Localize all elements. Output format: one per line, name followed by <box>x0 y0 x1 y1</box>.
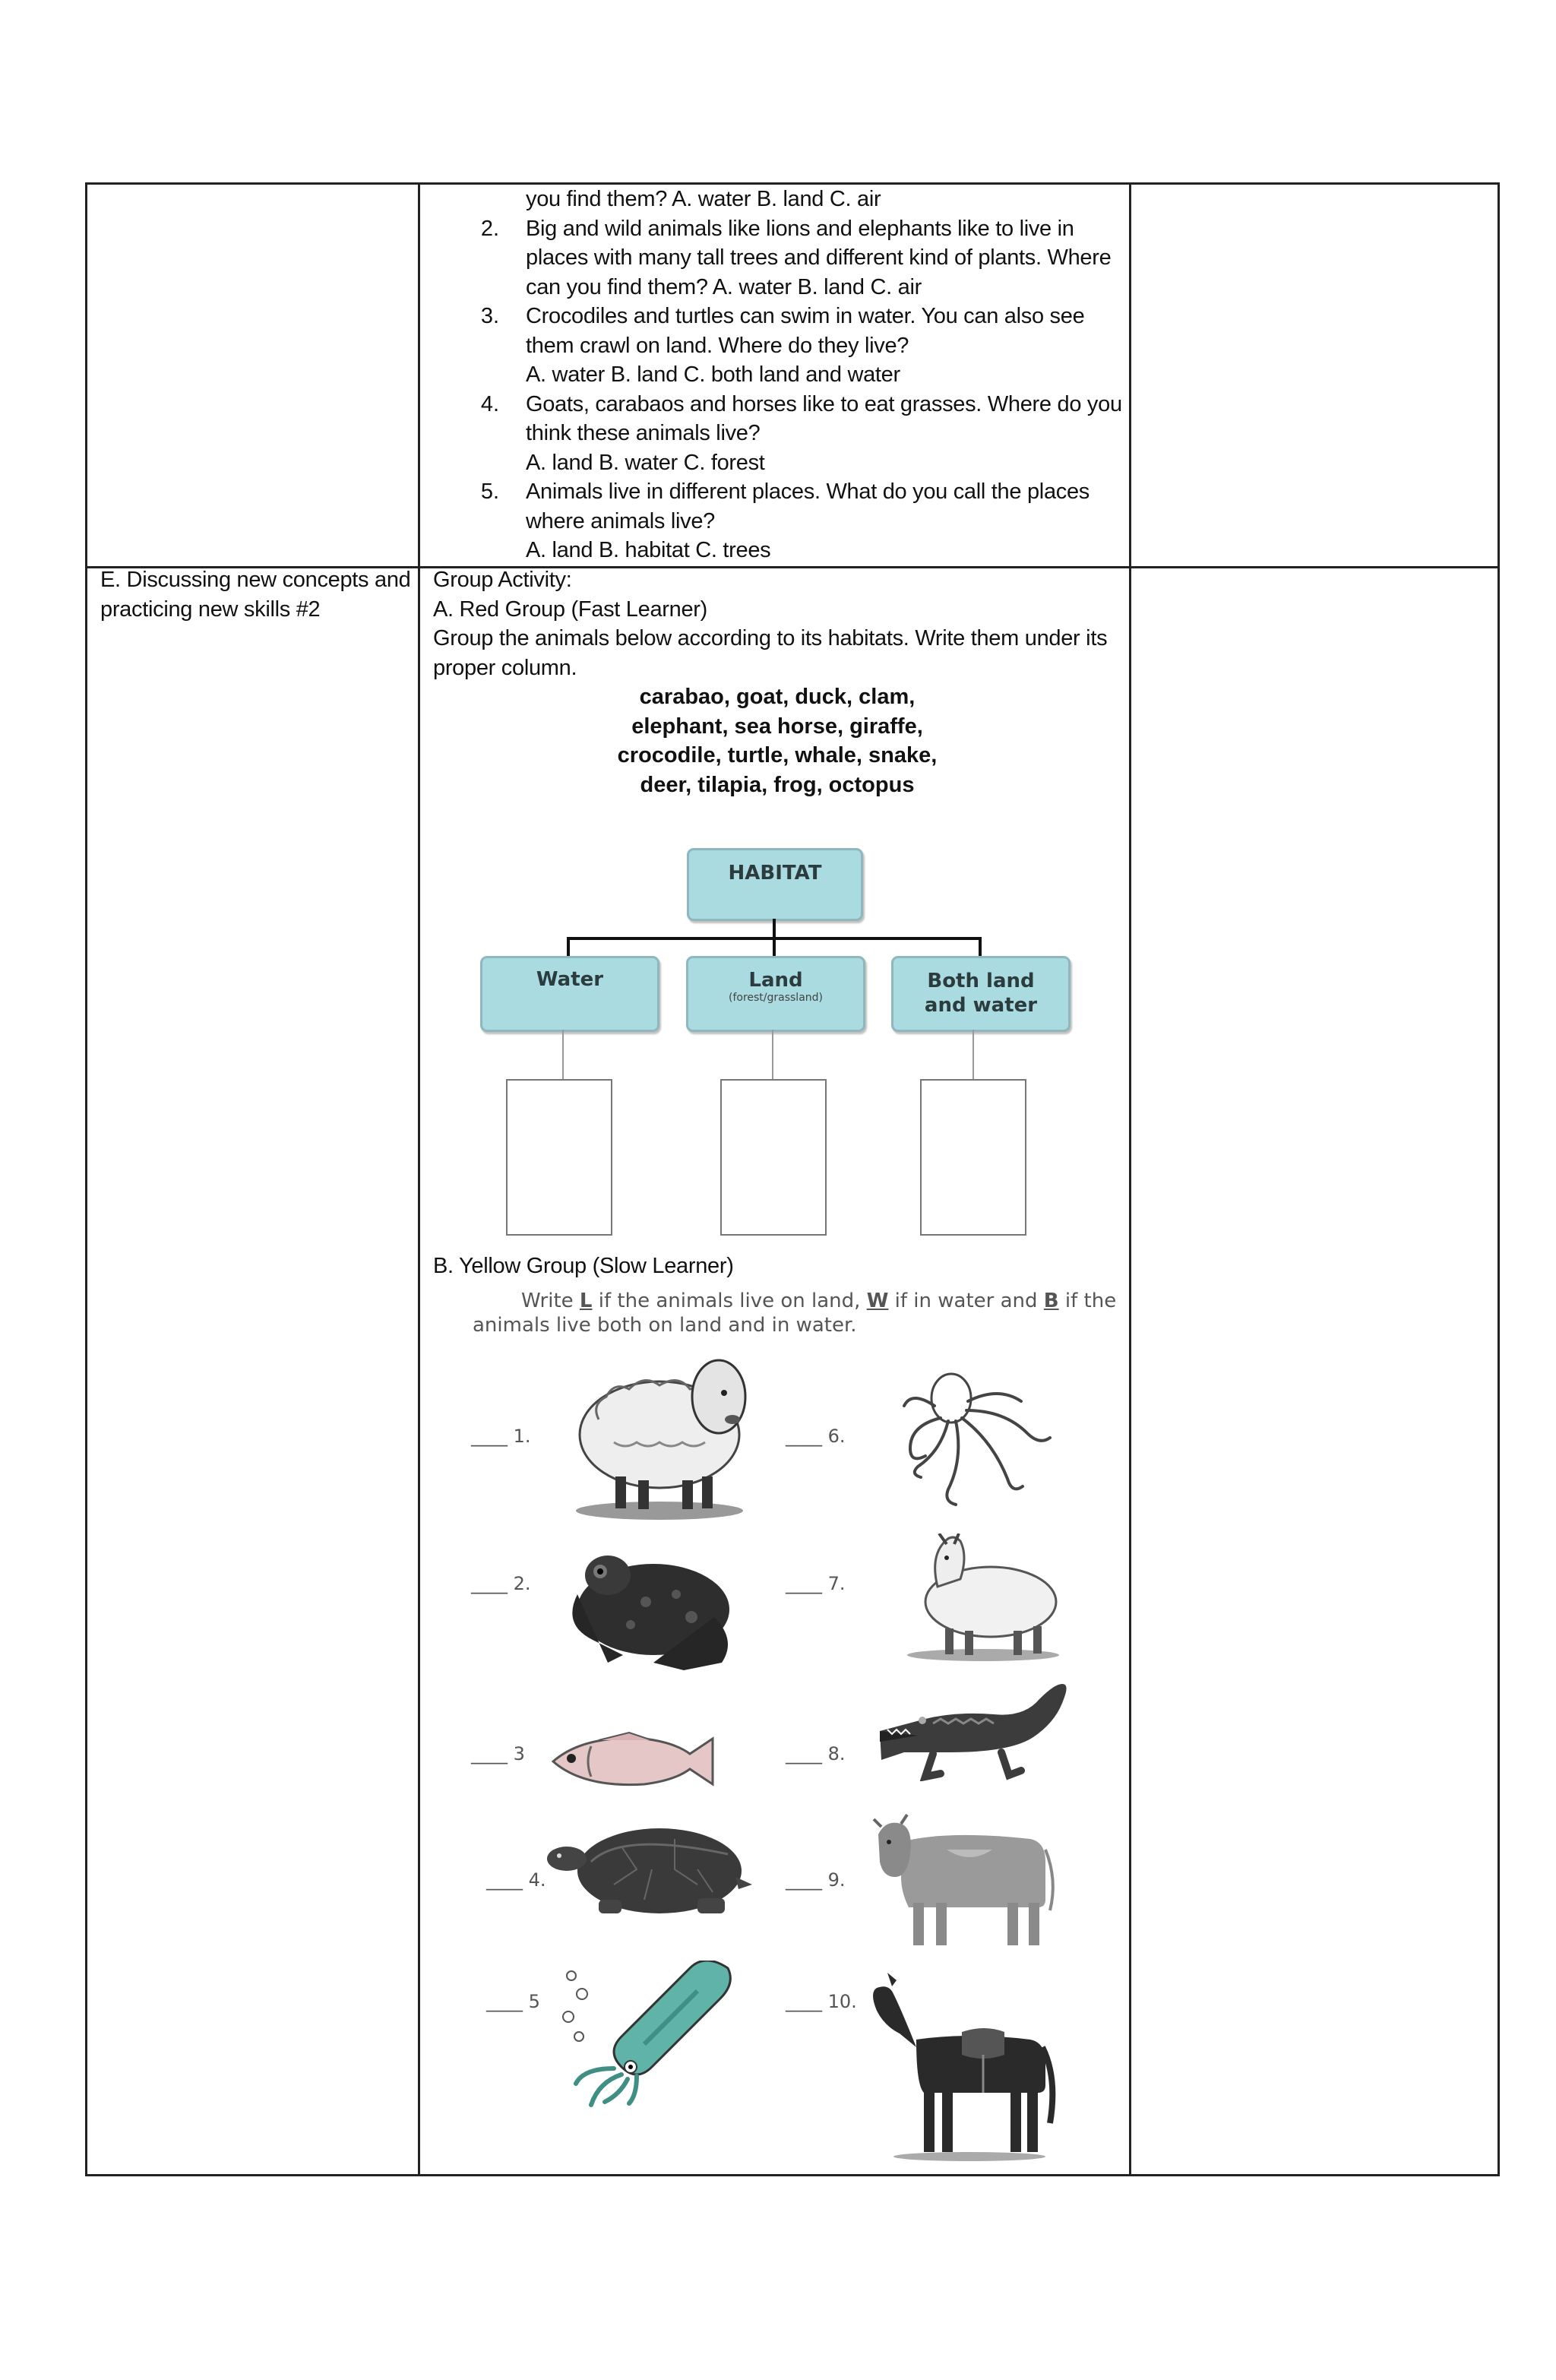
habitat-water-box <box>480 956 659 1032</box>
red-group-instruction-line-2: proper column. <box>433 656 577 680</box>
cow-image <box>871 1804 1061 1948</box>
table-bottom-border <box>85 2174 1500 2176</box>
fish-image <box>546 1731 714 1790</box>
turtle-image <box>546 1816 755 1920</box>
habitat-land-sublabel: (forest/grassland) <box>728 992 824 1004</box>
table-right-border <box>1497 182 1500 2176</box>
worksheet-item-label: ____ 4. <box>486 1869 546 1891</box>
quiz-item-2-line-2: places with many tall trees and different kind of plants. Where <box>526 245 1112 270</box>
worksheet-item-label: ____ 7. <box>786 1573 846 1594</box>
worksheet-item-label: ____ 8. <box>786 1743 846 1764</box>
octopus-image <box>898 1368 1058 1520</box>
water-answer-box[interactable] <box>506 1079 612 1236</box>
quiz-item-1-line: you find them? A. water B. land C. air <box>526 187 881 211</box>
habitat-root-label: HABITAT <box>728 862 822 885</box>
worksheet-item-label: ____ 2. <box>471 1573 531 1594</box>
section-e-label-line-2: practicing new skills #2 <box>100 597 321 622</box>
both-answer-box[interactable] <box>920 1079 1026 1236</box>
worksheet-instruction-line-1: Write L if the animals live on land, W if in water and B if the <box>521 1290 1117 1312</box>
section-e-label-line-1: E. Discussing new concepts and <box>100 568 411 592</box>
quiz-item-number: 5. <box>480 479 499 504</box>
sheep-image <box>568 1351 758 1523</box>
habitat-root-box <box>687 848 863 921</box>
horse-image <box>871 1971 1061 2161</box>
worksheet-item-label: ____ 1. <box>471 1426 531 1447</box>
squid-image <box>561 1961 742 2108</box>
diagram-connector <box>773 937 776 957</box>
quiz-item-3-line-1: Crocodiles and turtles can swim in water. You can also see <box>526 304 1085 328</box>
habitat-land-box <box>686 956 865 1032</box>
activity-title: Group Activity: <box>433 568 572 592</box>
quiz-item-4-line-3: A. land B. water C. forest <box>526 451 765 475</box>
land-answer-box[interactable] <box>720 1079 827 1236</box>
crocodile-image <box>872 1678 1071 1781</box>
habitat-both-label-line-1: Both land <box>927 970 1035 992</box>
diagram-connector <box>772 1030 773 1080</box>
quiz-item-number: 4. <box>480 392 499 416</box>
diagram-connector <box>773 919 776 938</box>
worksheet-instruction-line-2: animals live both on land and in water. <box>473 1314 857 1337</box>
quiz-item-number: 3. <box>480 304 499 328</box>
animal-list-line-4: deer, tilapia, frog, octopus <box>640 773 915 797</box>
worksheet-item-label: ____ 3 <box>471 1743 525 1764</box>
diagram-connector <box>972 1030 974 1080</box>
habitat-water-label: Water <box>536 968 604 991</box>
animal-list-line-1: carabao, goat, duck, clam, <box>639 685 916 709</box>
quiz-item-5-line-1: Animals live in different places. What do you call the places <box>526 479 1090 504</box>
diagram-connector <box>567 937 570 957</box>
table-col-divider-2 <box>1129 182 1131 2176</box>
habitat-both-label-line-2: and water <box>924 994 1038 1017</box>
quiz-item-2-line-3: can you find them? A. water B. land C. air <box>526 275 922 299</box>
animal-list-line-3: crocodile, turtle, whale, snake, <box>617 743 938 767</box>
quiz-item-4-line-2: think these animals live? <box>526 421 761 445</box>
animal-list-line-2: elephant, sea horse, giraffe, <box>631 714 923 739</box>
yellow-group-title: B. Yellow Group (Slow Learner) <box>433 1254 734 1278</box>
quiz-item-5-line-2: where animals live? <box>526 509 715 533</box>
quiz-item-3-line-3: A. water B. land C. both land and water <box>526 362 900 387</box>
quiz-item-3-line-2: them crawl on land. Where do they live? <box>526 334 909 358</box>
frog-image <box>562 1541 740 1676</box>
goat-image <box>900 1533 1068 1661</box>
red-group-instruction-line-1: Group the animals below according to its habitats. Write them under its <box>433 626 1108 650</box>
habitat-both-box <box>891 956 1071 1032</box>
worksheet-item-label: ____ 9. <box>786 1869 846 1891</box>
diagram-connector <box>979 937 982 957</box>
quiz-item-number: 2. <box>480 217 499 241</box>
quiz-item-5-line-3: A. land B. habitat C. trees <box>526 538 771 562</box>
quiz-item-4-line-1: Goats, carabaos and horses like to eat grasses. Where do you <box>526 392 1122 416</box>
diagram-connector <box>562 1030 564 1080</box>
worksheet-item-label: ____ 5 <box>486 1991 540 2012</box>
quiz-item-2-line-1: Big and wild animals like lions and elephants like to live in <box>526 217 1074 241</box>
worksheet-item-label: ____ 10. <box>786 1991 857 2012</box>
habitat-land-label: Land <box>748 969 803 992</box>
table-left-border <box>85 182 87 2176</box>
worksheet-item-label: ____ 6. <box>786 1426 846 1447</box>
red-group-title: A. Red Group (Fast Learner) <box>433 597 707 622</box>
table-col-divider-1 <box>418 182 420 2176</box>
